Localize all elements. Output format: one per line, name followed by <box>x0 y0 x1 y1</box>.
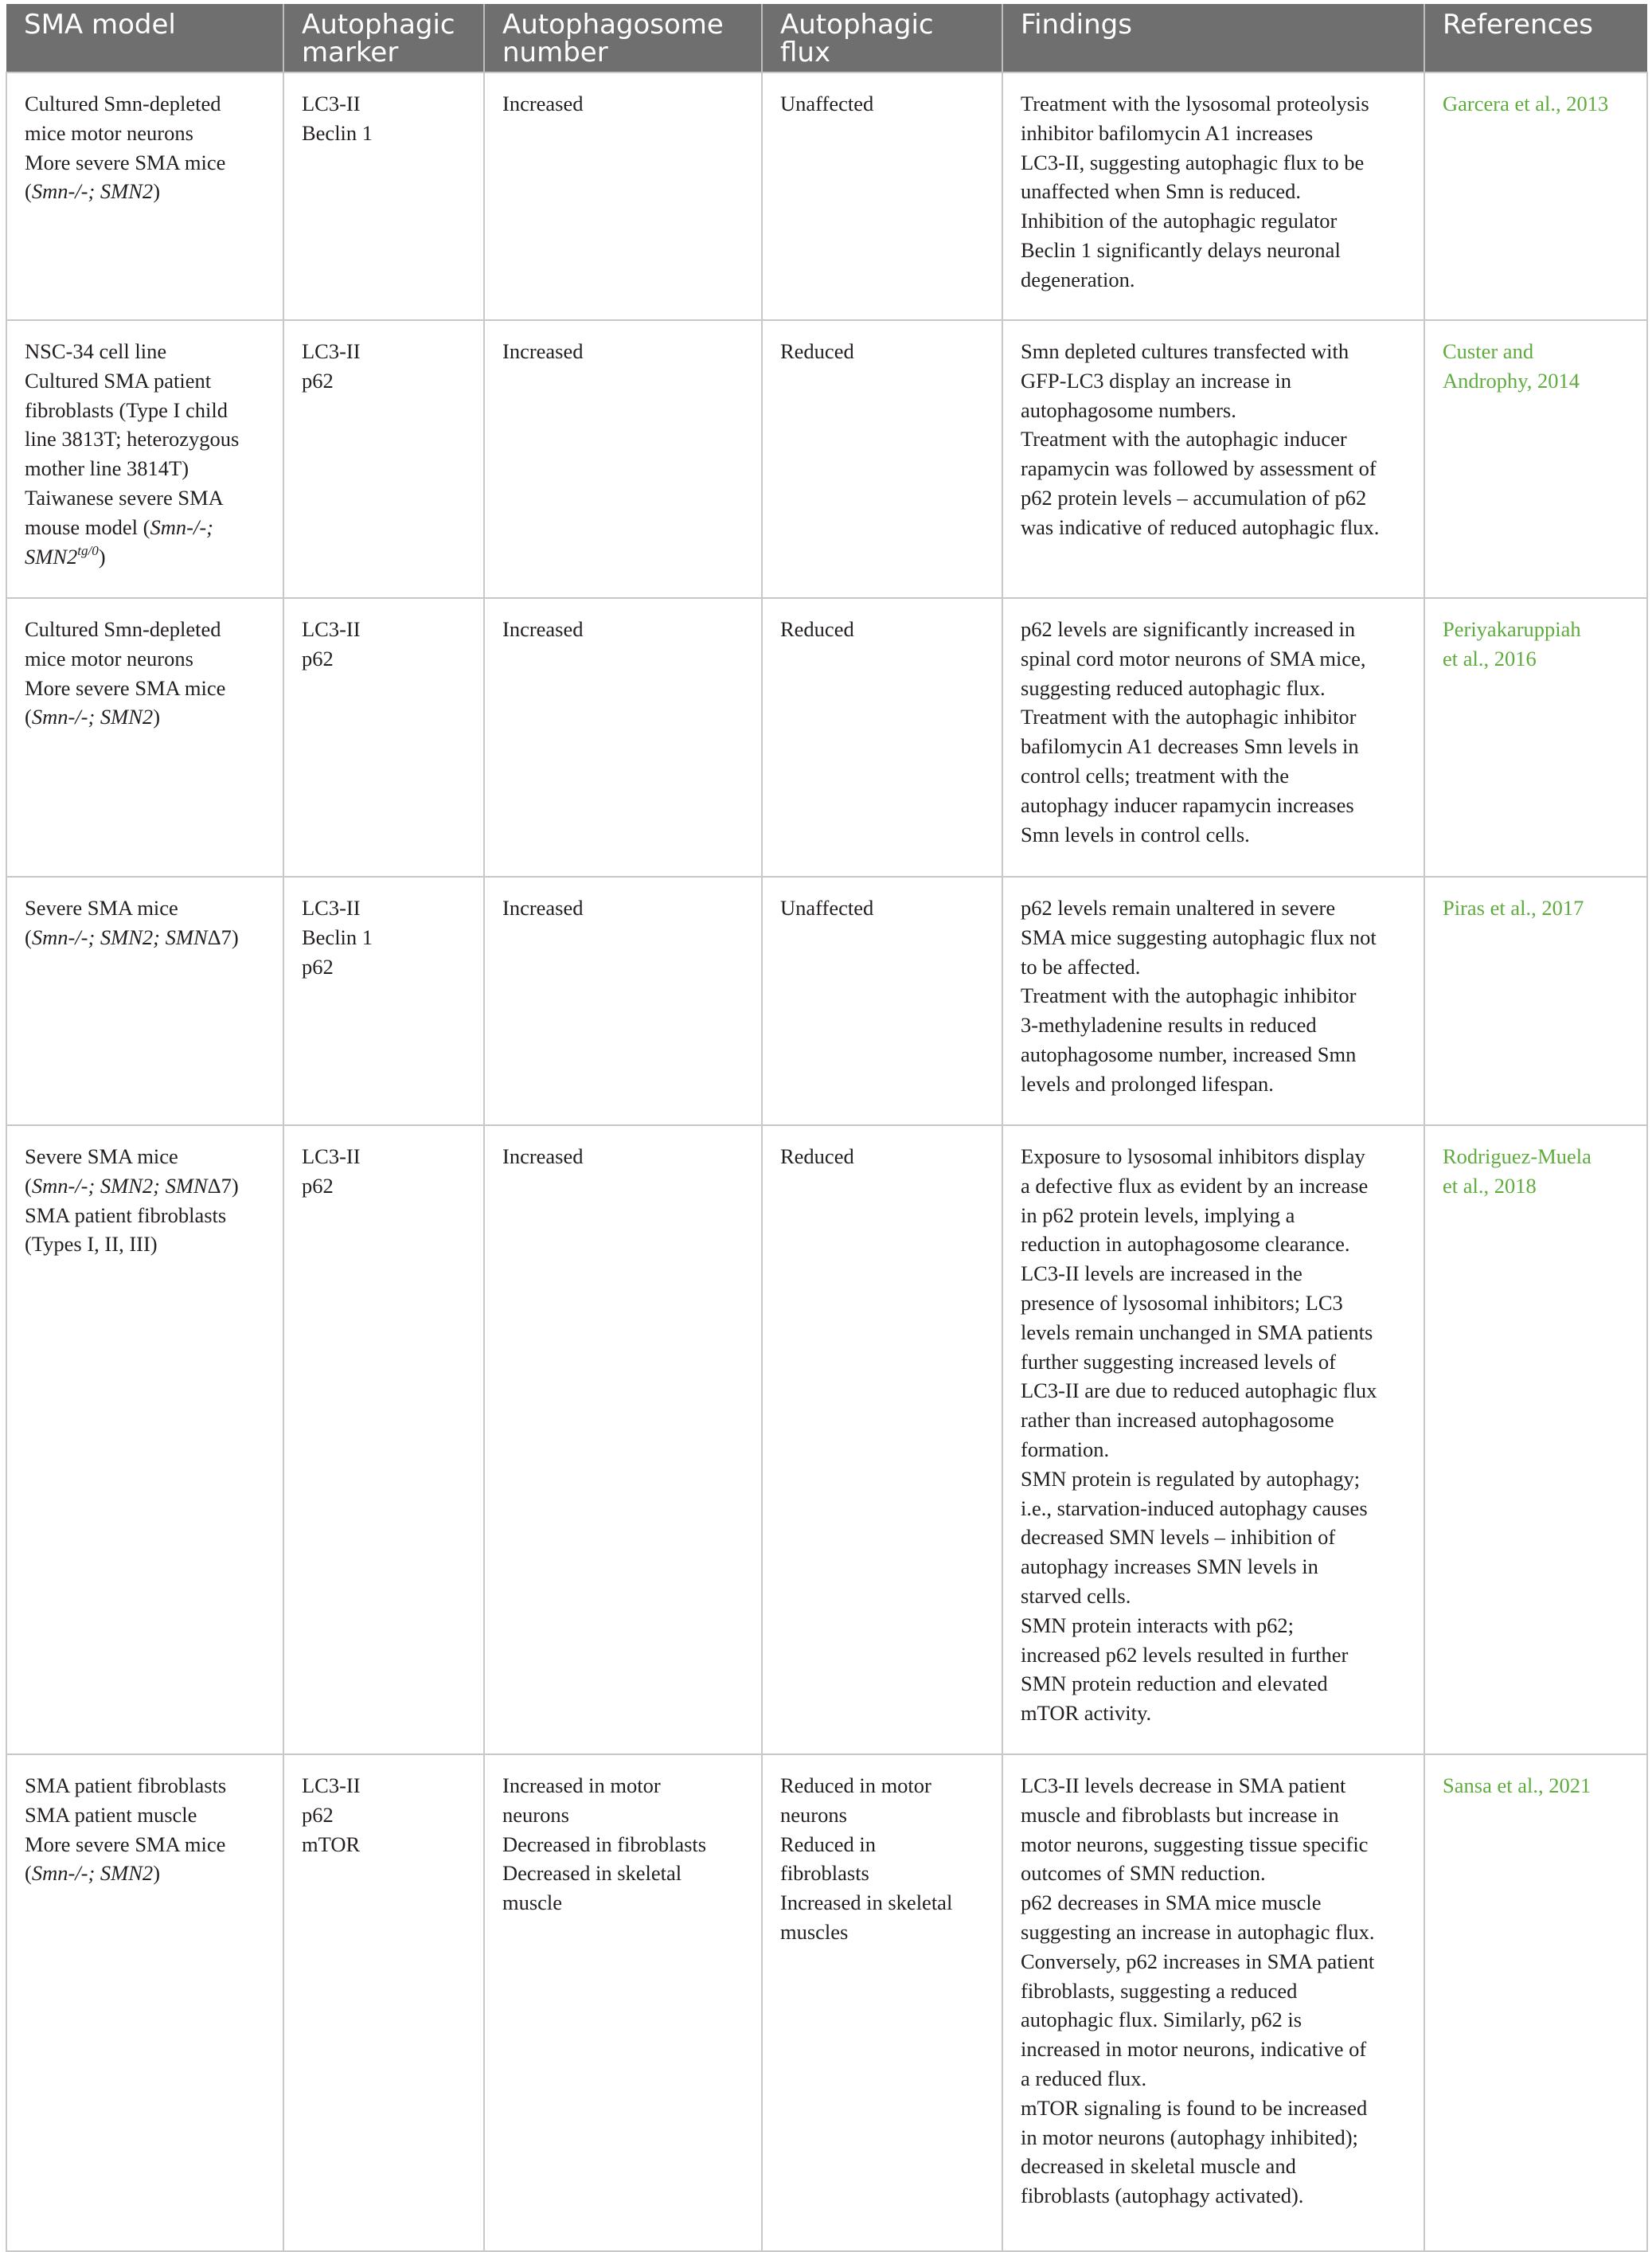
marker-line: LC3-II <box>302 339 361 363</box>
findings-line: bafilomycin A1 decreases Smn levels in <box>1021 734 1359 759</box>
model-line: Cultured Smn-depleted <box>25 617 221 641</box>
findings-line: in p62 protein levels, implying a <box>1021 1202 1295 1227</box>
findings-line: Treatment with the autophagic inhibitor <box>1021 983 1357 1008</box>
cell-autophagosome-number <box>484 598 762 877</box>
model-line: Cultured SMA patient <box>25 368 212 393</box>
reference-link[interactable]: Rodriguez-Muela <box>1443 1144 1591 1168</box>
findings-line: inhibitor bafilomycin A1 increases <box>1021 120 1314 145</box>
model-line: (Smn-/-; SMN2) <box>25 179 161 204</box>
sma-autophagy-table <box>6 4 1648 2252</box>
findings-line: p62 levels are significantly increased in <box>1021 617 1356 641</box>
cell-findings <box>1002 598 1424 877</box>
marker-line: p62 <box>302 1173 334 1198</box>
cell-autophagic-flux <box>762 598 1002 877</box>
findings-line: autophagy inducer rapamycin increases <box>1021 792 1354 817</box>
cell-autophagic-marker <box>283 320 484 598</box>
findings-line: fibroblasts (autophagy activated). <box>1021 2184 1304 2208</box>
findings-line: motor neurons, suggesting tissue specific <box>1021 1832 1369 1856</box>
model-line: line 3813T; heterozygous <box>25 427 240 452</box>
marker-line: Beclin 1 <box>302 925 373 949</box>
header-line: Autophagic <box>780 9 934 41</box>
model-line: mother line 3814T) <box>25 456 189 481</box>
findings-line: SMA mice suggesting autophagic flux not <box>1021 925 1377 949</box>
reference-link[interactable]: Custer and <box>1443 339 1534 363</box>
cell-sma-model <box>6 1125 283 1754</box>
findings-line: rather than increased autophagosome <box>1021 1408 1334 1433</box>
findings-line: outcomes of SMN reduction. <box>1021 1861 1266 1886</box>
findings-line: levels and prolonged lifespan. <box>1021 1071 1274 1096</box>
findings-line: autophagy increases SMN levels in <box>1021 1554 1318 1579</box>
header-sma-model <box>6 4 283 72</box>
cell-sma-model <box>6 598 283 877</box>
cell-findings <box>1002 877 1424 1125</box>
findings-line: Smn depleted cultures transfected with <box>1021 339 1349 363</box>
number-line: neurons <box>502 1802 569 1827</box>
table-row <box>6 320 1647 598</box>
cell-findings <box>1002 320 1424 598</box>
table-row <box>6 1125 1647 1754</box>
findings-line: to be affected. <box>1021 954 1141 979</box>
model-line: Severe SMA mice <box>25 1144 178 1168</box>
header-autophagic-marker <box>283 4 484 72</box>
findings-line: spinal cord motor neurons of SMA mice, <box>1021 646 1366 671</box>
flux-line: Unaffected <box>780 92 874 115</box>
number-line: Decreased in skeletal <box>502 1861 682 1886</box>
flux-line: fibroblasts <box>780 1861 869 1886</box>
cell-autophagic-marker <box>283 877 484 1125</box>
findings-line: in motor neurons (autophagy inhibited); <box>1021 2125 1358 2149</box>
findings-line: muscle and fibroblasts but increase in <box>1021 1802 1339 1827</box>
findings-line: Treatment with the autophagic inducer <box>1021 427 1347 452</box>
findings-line: levels remain unchanged in SMA patients <box>1021 1320 1373 1344</box>
model-line: SMA patient fibroblasts <box>25 1773 227 1797</box>
findings-line: suggesting reduced autophagic flux. <box>1021 675 1326 700</box>
number-line: Increased <box>502 617 584 641</box>
reference-link[interactable]: Garcera et al., 2013 <box>1443 92 1609 115</box>
marker-line: LC3-II <box>302 617 361 641</box>
findings-line: Treatment with the lysosomal proteolysis <box>1021 92 1369 115</box>
cell-autophagic-flux <box>762 72 1002 320</box>
table-row <box>6 1754 1647 2251</box>
model-line: mice motor neurons <box>25 120 193 145</box>
marker-line: LC3-II <box>302 92 361 115</box>
findings-line: autophagic flux. Similarly, p62 is <box>1021 2008 1302 2032</box>
reference-link[interactable]: et al., 2016 <box>1443 646 1537 671</box>
table-row <box>6 72 1647 320</box>
flux-line: Reduced in motor <box>780 1773 931 1797</box>
flux-line: Unaffected <box>780 896 874 920</box>
cell-autophagic-flux <box>762 877 1002 1125</box>
header-references <box>1424 4 1647 72</box>
table-row <box>6 598 1647 877</box>
findings-line: decreased SMN levels – inhibition of <box>1021 1525 1336 1550</box>
model-line: (Smn-/-; SMN2; SMNΔ7) <box>25 925 239 949</box>
flux-line: Reduced <box>780 339 854 363</box>
marker-line: p62 <box>302 646 334 671</box>
header-autophagosome-number <box>484 4 762 72</box>
cell-reference[interactable] <box>1424 877 1647 1125</box>
findings-line: Treatment with the autophagic inhibitor <box>1021 705 1357 729</box>
number-line: muscle <box>502 1890 563 1915</box>
findings-line: Smn levels in control cells. <box>1021 822 1250 846</box>
findings-line: Beclin 1 significantly delays neuronal <box>1021 237 1341 262</box>
findings-line: reduction in autophagosome clearance. <box>1021 1232 1350 1257</box>
findings-line: rapamycin was followed by assessment of <box>1021 456 1377 481</box>
flux-line: muscles <box>780 1919 849 1944</box>
model-line: $SMN2^{tg/0}$) <box>25 542 106 569</box>
model-line: More severe SMA mice <box>25 150 226 174</box>
cell-reference[interactable] <box>1424 598 1647 877</box>
cell-autophagosome-number <box>484 1754 762 2251</box>
findings-line: increased in motor neurons, indicative of <box>1021 2037 1367 2062</box>
findings-line: fibroblasts, suggesting a reduced <box>1021 1978 1298 2003</box>
reference-link[interactable]: et al., 2018 <box>1443 1173 1537 1198</box>
cell-autophagosome-number <box>484 1125 762 1754</box>
model-line: mouse model (Smn-/-; <box>25 514 213 539</box>
cell-autophagic-marker <box>283 1754 484 2251</box>
reference-link[interactable]: Periyakaruppiah <box>1443 617 1581 641</box>
model-line: Severe SMA mice <box>25 896 178 920</box>
cell-autophagosome-number <box>484 320 762 598</box>
model-line: NSC-34 cell line <box>25 339 167 363</box>
findings-line: i.e., starvation-induced autophagy causes <box>1021 1495 1368 1520</box>
header-line: References <box>1443 9 1593 41</box>
model-line: (Smn-/-; SMN2; SMNΔ7) <box>25 1173 239 1198</box>
findings-line: LC3-II levels are increased in the <box>1021 1261 1302 1286</box>
header-line: Autophagic <box>302 9 455 41</box>
header-line: number <box>502 37 608 68</box>
number-line: Increased in motor <box>502 1773 661 1797</box>
reference-link[interactable]: Androphy, 2014 <box>1443 368 1580 393</box>
cell-findings <box>1002 1754 1424 2251</box>
findings-line: a defective flux as evident by an increase <box>1021 1173 1369 1198</box>
cell-autophagosome-number <box>484 72 762 320</box>
findings-line: p62 decreases in SMA mice muscle <box>1021 1890 1322 1915</box>
cell-sma-model <box>6 72 283 320</box>
flux-line: neurons <box>780 1802 847 1827</box>
model-line: (Smn-/-; SMN2) <box>25 705 161 729</box>
findings-line: control cells; treatment with the <box>1021 763 1290 788</box>
model-line: fibroblasts (Type I child <box>25 397 228 422</box>
findings-line: LC3-II, suggesting autophagic flux to be <box>1021 150 1365 174</box>
number-line: Increased <box>502 896 584 920</box>
findings-line: mTOR activity. <box>1021 1701 1152 1726</box>
cell-findings <box>1002 72 1424 320</box>
findings-line: unaffected when Smn is reduced. <box>1021 179 1301 204</box>
cell-autophagic-flux <box>762 1125 1002 1754</box>
findings-line: SMN protein reduction and elevated <box>1021 1671 1328 1696</box>
marker-line: p62 <box>302 368 334 393</box>
header-line: flux <box>780 37 831 68</box>
marker-line: p62 <box>302 954 334 979</box>
marker-line: p62 <box>302 1802 334 1827</box>
model-line: More severe SMA mice <box>25 1832 226 1856</box>
findings-line: degeneration. <box>1021 267 1135 291</box>
cell-reference[interactable] <box>1424 1754 1647 2251</box>
reference-link[interactable]: Sansa et al., 2021 <box>1443 1773 1591 1797</box>
cell-autophagic-marker <box>283 72 484 320</box>
number-line: Increased <box>502 1144 584 1168</box>
findings-line: Exposure to lysosomal inhibitors display <box>1021 1144 1365 1168</box>
cell-autophagic-flux <box>762 1754 1002 2251</box>
header-line: marker <box>302 37 399 68</box>
number-line: Increased <box>502 92 584 115</box>
table-row <box>6 877 1647 1125</box>
header-line: Findings <box>1021 9 1132 41</box>
flux-line: Reduced in <box>780 1832 876 1856</box>
findings-line: p62 levels remain unaltered in severe <box>1021 896 1336 920</box>
flux-line: Reduced <box>780 617 854 641</box>
cell-sma-model <box>6 877 283 1125</box>
marker-line: Beclin 1 <box>302 120 373 145</box>
reference-link[interactable]: Piras et al., 2017 <box>1443 896 1584 920</box>
marker-line: LC3-II <box>302 1773 361 1797</box>
findings-line: mTOR signaling is found to be increased <box>1021 2095 1368 2120</box>
header-autophagic-flux <box>762 4 1002 72</box>
findings-line: p62 protein levels – accumulation of p62 <box>1021 485 1367 510</box>
model-line: SMA patient fibroblasts <box>25 1202 227 1227</box>
number-line: Increased <box>502 339 584 363</box>
findings-line: increased p62 levels resulted in further <box>1021 1642 1349 1667</box>
findings-line: Conversely, p62 increases in SMA patient <box>1021 1949 1375 1973</box>
model-line: (Types I, II, III) <box>25 1232 158 1257</box>
findings-line: GFP-LC3 display an increase in <box>1021 368 1292 393</box>
findings-line: LC3-II levels decrease in SMA patient <box>1021 1773 1346 1797</box>
cell-autophagic-flux <box>762 320 1002 598</box>
header-findings <box>1002 4 1424 72</box>
findings-line: SMN protein is regulated by autophagy; <box>1021 1466 1361 1491</box>
flux-line: Reduced <box>780 1144 854 1168</box>
findings-line: further suggesting increased levels of <box>1021 1349 1336 1374</box>
number-line: Decreased in fibroblasts <box>502 1832 707 1856</box>
cell-sma-model <box>6 1754 283 2251</box>
model-line: (Smn-/-; SMN2) <box>25 1861 161 1886</box>
flux-line: Increased in skeletal <box>780 1890 953 1915</box>
findings-line: formation. <box>1021 1437 1110 1461</box>
model-line: Cultured Smn-depleted <box>25 92 221 115</box>
findings-line: Inhibition of the autophagic regulator <box>1021 209 1338 233</box>
cell-autophagosome-number <box>484 877 762 1125</box>
cell-autophagic-marker <box>283 1125 484 1754</box>
model-line: Taiwanese severe SMA <box>25 485 224 510</box>
model-line: More severe SMA mice <box>25 675 226 700</box>
marker-line: LC3-II <box>302 1144 361 1168</box>
header-line: Autophagosome <box>502 9 724 41</box>
findings-line: a reduced flux. <box>1021 2066 1147 2090</box>
findings-line: decreased in skeletal muscle and <box>1021 2154 1296 2179</box>
cell-reference[interactable] <box>1424 1125 1647 1754</box>
cell-reference[interactable] <box>1424 320 1647 598</box>
marker-line: mTOR <box>302 1832 361 1856</box>
findings-line: suggesting an increase in autophagic flux. <box>1021 1919 1375 1944</box>
header-line: SMA model <box>24 9 176 41</box>
header-row <box>6 4 1647 72</box>
findings-line: SMN protein interacts with p62; <box>1021 1613 1294 1637</box>
cell-sma-model <box>6 320 283 598</box>
findings-line: was indicative of reduced autophagic flux. <box>1021 514 1380 539</box>
marker-line: LC3-II <box>302 896 361 920</box>
cell-autophagic-marker <box>283 598 484 877</box>
findings-line: starved cells. <box>1021 1583 1131 1608</box>
findings-line: LC3-II are due to reduced autophagic flux <box>1021 1378 1377 1403</box>
model-line: SMA patient muscle <box>25 1802 197 1827</box>
findings-line: autophagosome numbers. <box>1021 397 1236 422</box>
model-line: mice motor neurons <box>25 646 193 671</box>
cell-reference[interactable] <box>1424 72 1647 320</box>
cell-findings <box>1002 1125 1424 1754</box>
findings-line: 3-methyladenine results in reduced <box>1021 1013 1317 1038</box>
findings-line: autophagosome number, increased Smn <box>1021 1042 1357 1066</box>
findings-line: presence of lysosomal inhibitors; LC3 <box>1021 1290 1343 1315</box>
